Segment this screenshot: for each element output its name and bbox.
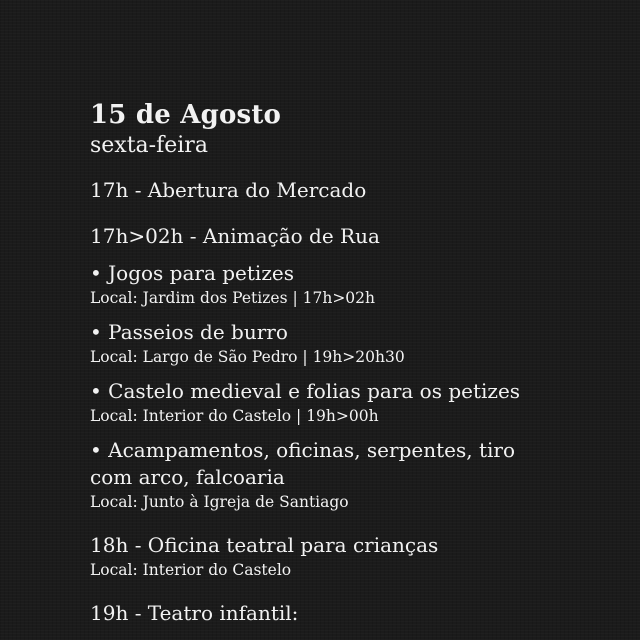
schedule [90,98,620,627]
item-location: Local: Largo de São Pedro | 19h>20h30 [90,348,405,366]
item-title-line1: • Acampamentos, oficinas, serpentes, tiro [90,438,515,462]
item-location: Local: Junto à Igreja de Santiago [90,493,349,511]
event-workshop [90,531,620,581]
weekday: sexta-feira [90,133,208,158]
list-item [90,378,620,427]
event-opening: 17h - Abertura do Mercado [90,178,367,202]
workshop-title: 18h - Oficina teatral para crianças [90,533,439,557]
event-theatre: 19h - Teatro infantil: [90,601,299,625]
item-title: • Castelo medieval e folias para os petizes [90,379,521,403]
event-street-animation: 17h>02h - Animação de Rua [90,224,380,248]
workshop-location: Local: Interior do Castelo [90,561,292,579]
list-item [90,437,620,513]
item-title-line2: com arco, falcoaria [90,465,285,489]
item-title: • Jogos para petizes [90,261,294,285]
date-title: 15 de Agosto [90,100,282,130]
item-location: Local: Jardim dos Petizes | 17h>02h [90,289,376,307]
item-location: Local: Interior do Castelo | 19h>00h [90,407,379,425]
list-item [90,319,620,368]
item-title: • Passeios de burro [90,320,288,344]
list-item [90,260,620,309]
